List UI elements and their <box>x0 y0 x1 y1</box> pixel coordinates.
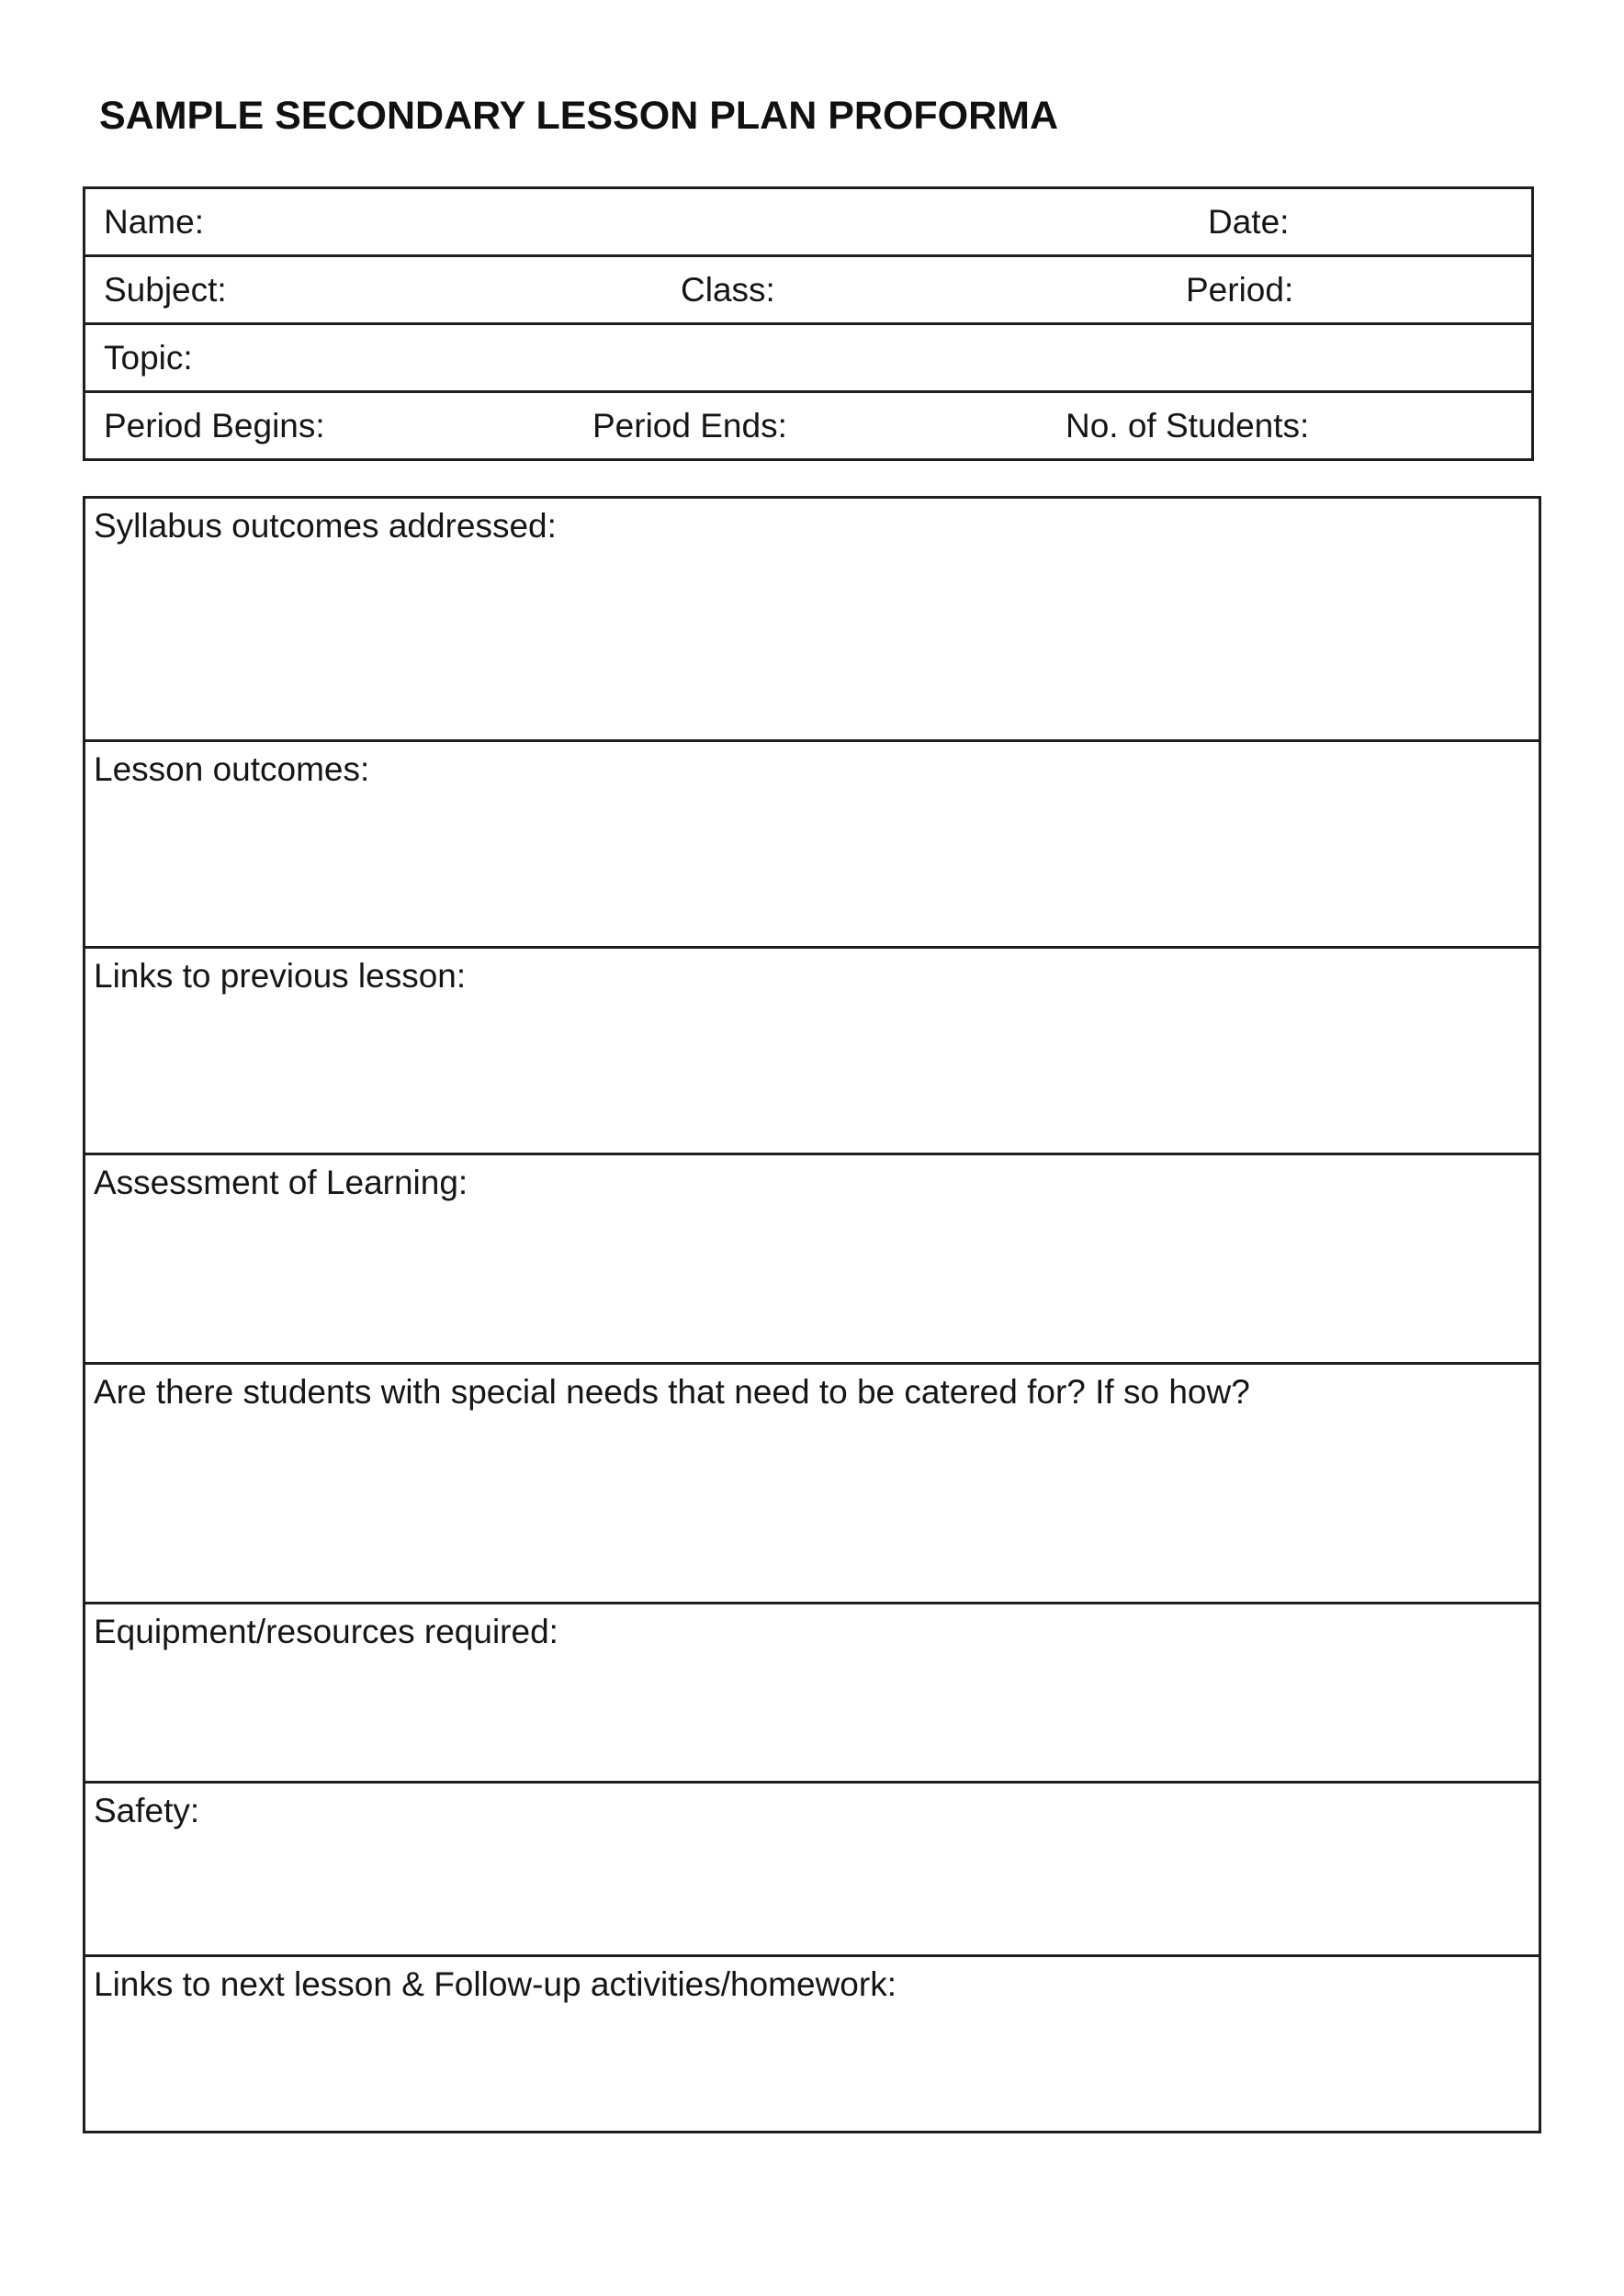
date-label: Date: <box>1208 202 1290 241</box>
period-label: Period: <box>1186 270 1294 309</box>
section-equipment-resources <box>85 1604 1539 1784</box>
section-safety <box>85 1784 1539 1957</box>
links-previous-lesson-label: Links to previous lesson: <box>94 957 467 995</box>
period-ends-label: Period Ends: <box>592 406 787 445</box>
safety-label: Safety: <box>94 1792 200 1829</box>
syllabus-outcomes-label: Syllabus outcomes addressed: <box>94 507 557 545</box>
links-previous-lesson-fill-area <box>85 1000 1539 1153</box>
lesson-plan-sections-table <box>83 496 1541 2133</box>
safety-fill-area <box>85 1835 1539 1954</box>
topic-label: Topic: <box>104 338 193 377</box>
name-date-fill-area <box>85 241 1531 254</box>
section-syllabus-outcomes <box>85 499 1539 742</box>
special-needs-label: Are there students with special needs that need to be catered for? If so how? <box>94 1373 1250 1411</box>
assessment-of-learning-fill-area <box>85 1207 1539 1362</box>
equipment-resources-fill-area <box>85 1656 1539 1781</box>
section-lesson-outcomes <box>85 742 1539 949</box>
section-assessment-of-learning <box>85 1155 1539 1365</box>
section-links-previous-lesson <box>85 949 1539 1155</box>
info-row-period-details <box>85 393 1531 458</box>
page-title: SAMPLE SECONDARY LESSON PLAN PROFORMA <box>99 94 1059 138</box>
num-students-label: No. of Students: <box>1066 406 1310 445</box>
lesson-info-table <box>83 186 1534 461</box>
links-next-lesson-label: Links to next lesson & Follow-up activities/homework: <box>94 1965 897 2003</box>
info-row-subject-class-period <box>85 257 1531 325</box>
subject-label: Subject: <box>104 270 227 309</box>
info-row-name-date <box>85 189 1531 257</box>
assessment-of-learning-label: Assessment of Learning: <box>94 1164 468 1201</box>
section-links-next-lesson <box>85 1957 1539 2131</box>
special-needs-fill-area <box>85 1416 1539 1602</box>
section-special-needs <box>85 1365 1539 1604</box>
syllabus-outcomes-fill-area <box>85 550 1539 739</box>
name-label: Name: <box>104 202 204 241</box>
links-next-lesson-fill-area <box>85 2009 1539 2131</box>
period-begins-label: Period Begins: <box>104 406 325 445</box>
info-row-topic <box>85 325 1531 393</box>
lesson-outcomes-label: Lesson outcomes: <box>94 750 370 788</box>
equipment-resources-label: Equipment/resources required: <box>94 1613 558 1650</box>
lesson-outcomes-fill-area <box>85 793 1539 946</box>
class-label: Class: <box>681 270 775 309</box>
